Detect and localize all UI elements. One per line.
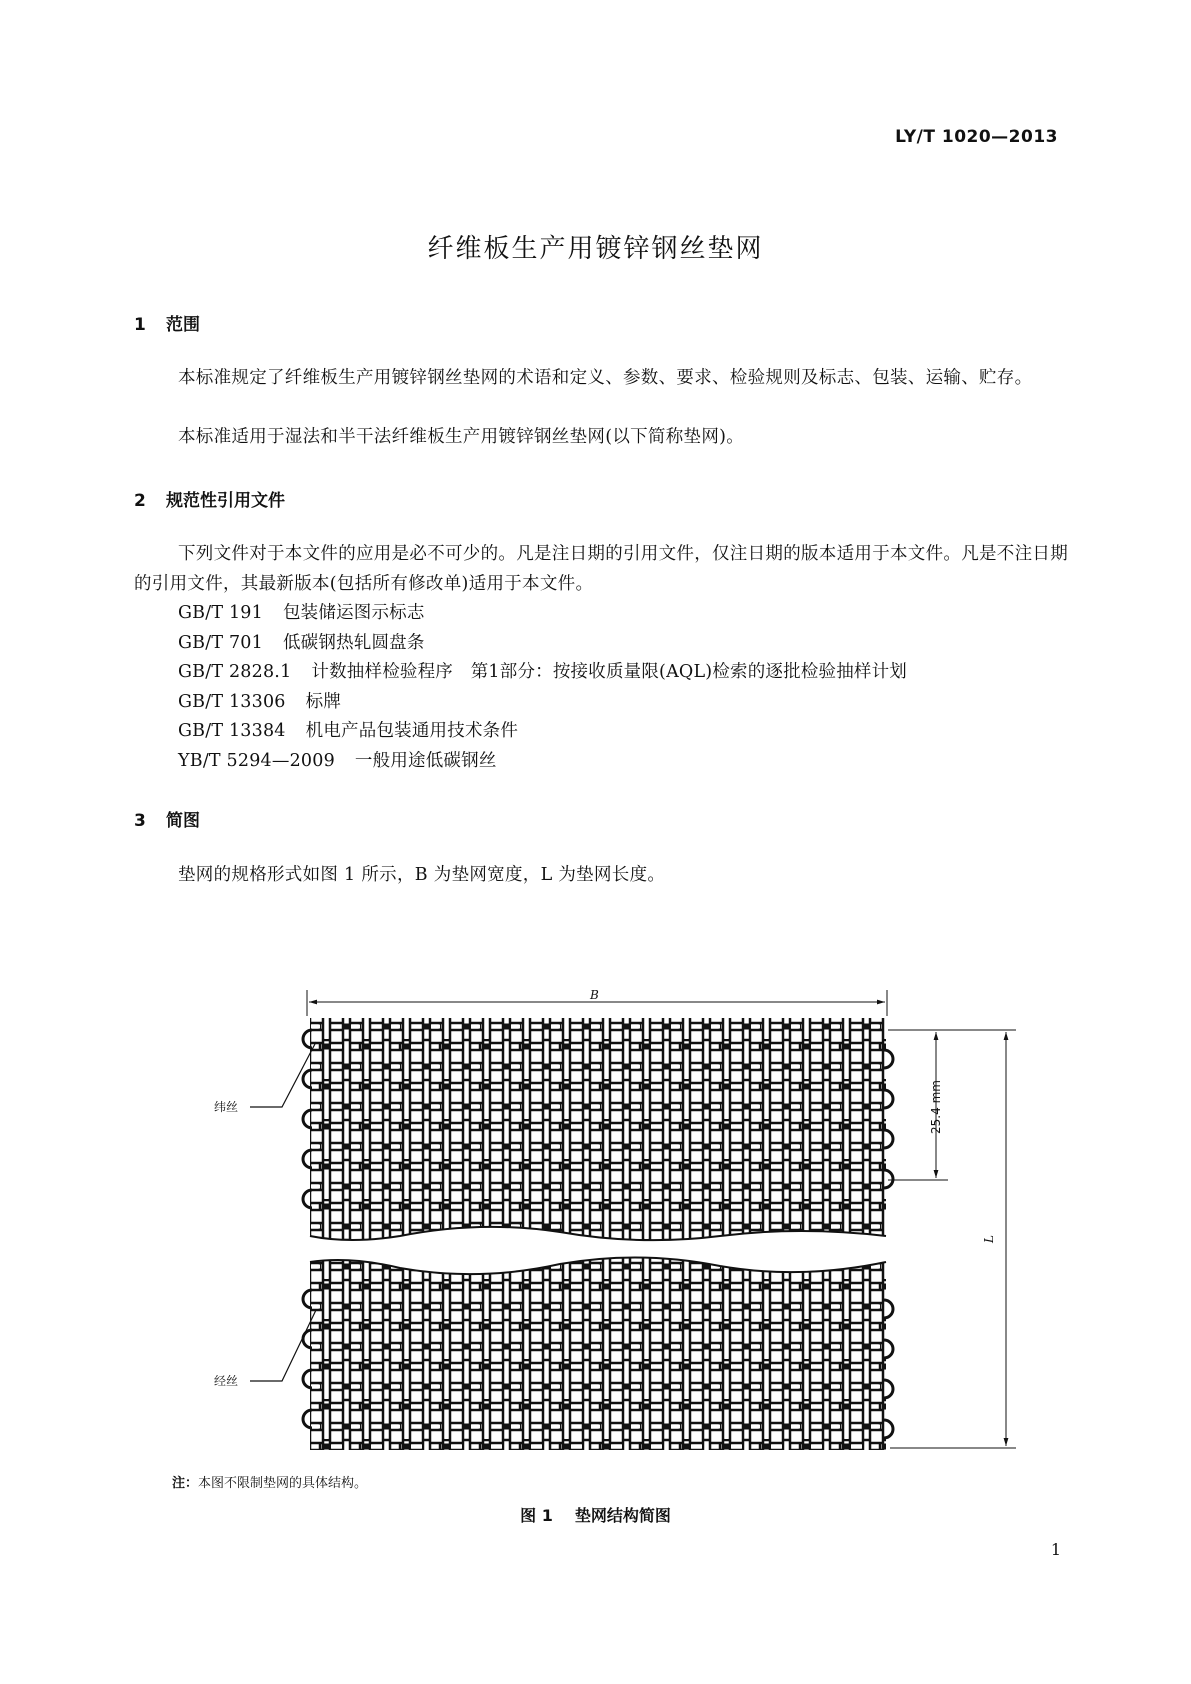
section-3-paragraph-1: 垫网的规格形式如图 1 所示，B 为垫网宽度，L 为垫网长度。 <box>178 865 666 885</box>
section-title: 规范性引用文件 <box>166 491 285 511</box>
figure-note: 注：本图不限制垫网的具体结构。 <box>172 1476 368 1491</box>
section-2-paragraph-1: 下列文件对于本文件的应用是必不可少的。凡是注日期的引用文件，仅注日期的版本适用于本文件。凡是不注日期的引用文件，其最新版本(包括所有修改单)适用于本文件。 <box>134 544 1068 594</box>
page-number: 1 <box>1050 1540 1061 1559</box>
figure-caption: 图 1 垫网结构简图 <box>520 1506 671 1525</box>
width-label: B <box>590 988 599 1002</box>
mesh-upper-section <box>300 1010 900 1250</box>
section-title: 简图 <box>166 811 200 831</box>
standard-code: LY/T 1020—2013 <box>895 127 1058 147</box>
reference-item: GB/T 2828.1 计数抽样检验程序 第1部分：按接收质量限(AQL)检索的逐批检验抽样计划 <box>178 662 907 682</box>
section-title: 范围 <box>166 315 200 335</box>
section-number: 1 <box>134 315 146 335</box>
document-title: 纤维板生产用镀锌钢丝垫网 <box>427 234 764 264</box>
reference-item: GB/T 13384 机电产品包装通用技术条件 <box>178 721 519 741</box>
weft-leader-line <box>250 1042 316 1107</box>
warp-label: 经丝 <box>214 1374 239 1388</box>
section-number: 2 <box>134 491 146 511</box>
pitch-label: 25.4 mm <box>929 1080 943 1134</box>
weft-label: 纬丝 <box>214 1100 239 1114</box>
length-label: L <box>981 1235 996 1243</box>
reference-item: GB/T 701 低碳钢热轧圆盘条 <box>178 633 425 653</box>
section-number: 3 <box>134 811 146 831</box>
section-1-paragraph-1: 本标准规定了纤维板生产用镀锌钢丝垫网的术语和定义、参数、要求、检验规则及标志、包装、运输、贮存。 <box>178 368 1033 388</box>
mesh-lower-section <box>300 1250 900 1460</box>
reference-item: YB/T 5294—2009 一般用途低碳钢丝 <box>178 751 497 771</box>
section-1-paragraph-2: 本标准适用于湿法和半干法纤维板生产用镀锌钢丝垫网(以下简称垫网)。 <box>178 427 745 447</box>
reference-item: GB/T 13306 标牌 <box>178 692 342 712</box>
reference-item: GB/T 191 包装储运图示标志 <box>178 603 425 623</box>
